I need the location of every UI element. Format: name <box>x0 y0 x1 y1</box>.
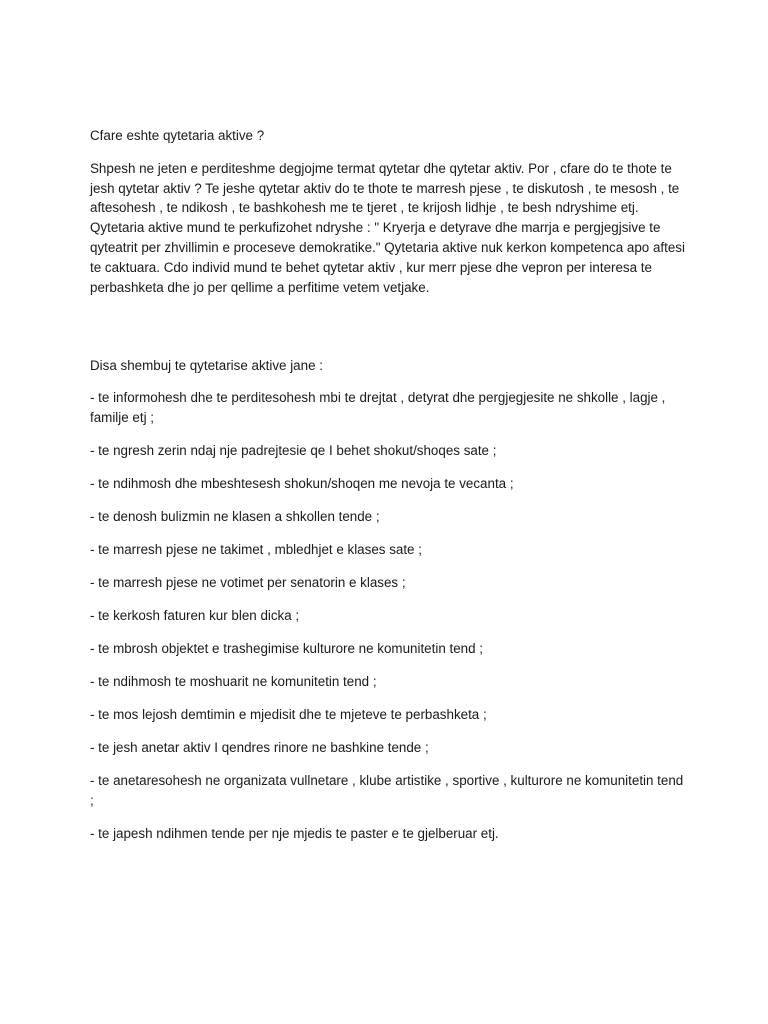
examples-intro: Disa shembuj te qytetarise aktive jane : <box>90 358 323 374</box>
list-item: - te informohesh dhe te perditesohesh mbi te drejtat , detyrat dhe pergjegjesite ne shkolle , lagje , familje etj ; <box>90 390 666 425</box>
document-heading: Cfare eshte qytetaria aktive ? <box>90 128 265 143</box>
list-item: - te mos lejosh demtimin e mjedisit dhe te mjeteve te perbashketa ; <box>90 706 487 722</box>
list-item: - te mbrosh objektet e trashegimise kulturore ne komunitetin tend ; <box>90 640 483 656</box>
list-item: - te jesh anetar aktiv I qendres rinore ne bashkine tende ; <box>90 739 429 755</box>
examples-list <box>90 388 690 843</box>
list-item: - te ndihmosh te moshuarit ne komunitetin tend ; <box>90 673 377 689</box>
intro-paragraph: Shpesh ne jeten e perditeshme degjojme termat qytetar dhe qytetar aktiv. Por , cfare do te thote te jesh qytetar aktiv ? Te jeshe qytetar aktiv do te thote te marresh pjese , te diskutosh , te mesosh , te aftesohesh , te ndikosh , te bashkohesh me te tjeret , te krijosh lidhje , te besh ndryshime etj. Qytetaria aktive mund te perkufizohet ndryshe : " Kryerja e detyrave dhe marrja e pergjegjsive te qyteatrit per zhvillimin e proceseve demokratike." Qytetaria aktive nuk kerkon kompetenca apo aftesi te caktuara. Cdo individ mund te behet qytetar aktiv , kur merr pjese dhe vepron per interesa te perbashketa dhe jo per qellime a perfitime vetem vetjake. <box>90 160 685 295</box>
list-item: - te marresh pjese ne takimet , mbledhjet e klases sate ; <box>90 541 422 557</box>
list-item: - te denosh bulizmin ne klasen a shkollen tende ; <box>90 508 380 524</box>
list-item: - te japesh ndihmen tende per nje mjedis te paster e te gjelberuar etj. <box>90 825 499 841</box>
list-item: - te ngresh zerin ndaj nje padrejtesie qe I behet shokut/shoqes sate ; <box>90 442 497 458</box>
list-item: - te ndihmosh dhe mbeshtesesh shokun/shoqen me nevoja te vecanta ; <box>90 475 514 491</box>
document-body <box>90 126 690 857</box>
list-item: - te kerkosh faturen kur blen dicka ; <box>90 607 300 623</box>
list-item: - te anetaresohesh ne organizata vullnetare , klube artistike , sportive , kulturore ne komunitetin tend ; <box>90 772 684 808</box>
list-item: - te marresh pjese ne votimet per senatorin e klases ; <box>90 574 406 590</box>
